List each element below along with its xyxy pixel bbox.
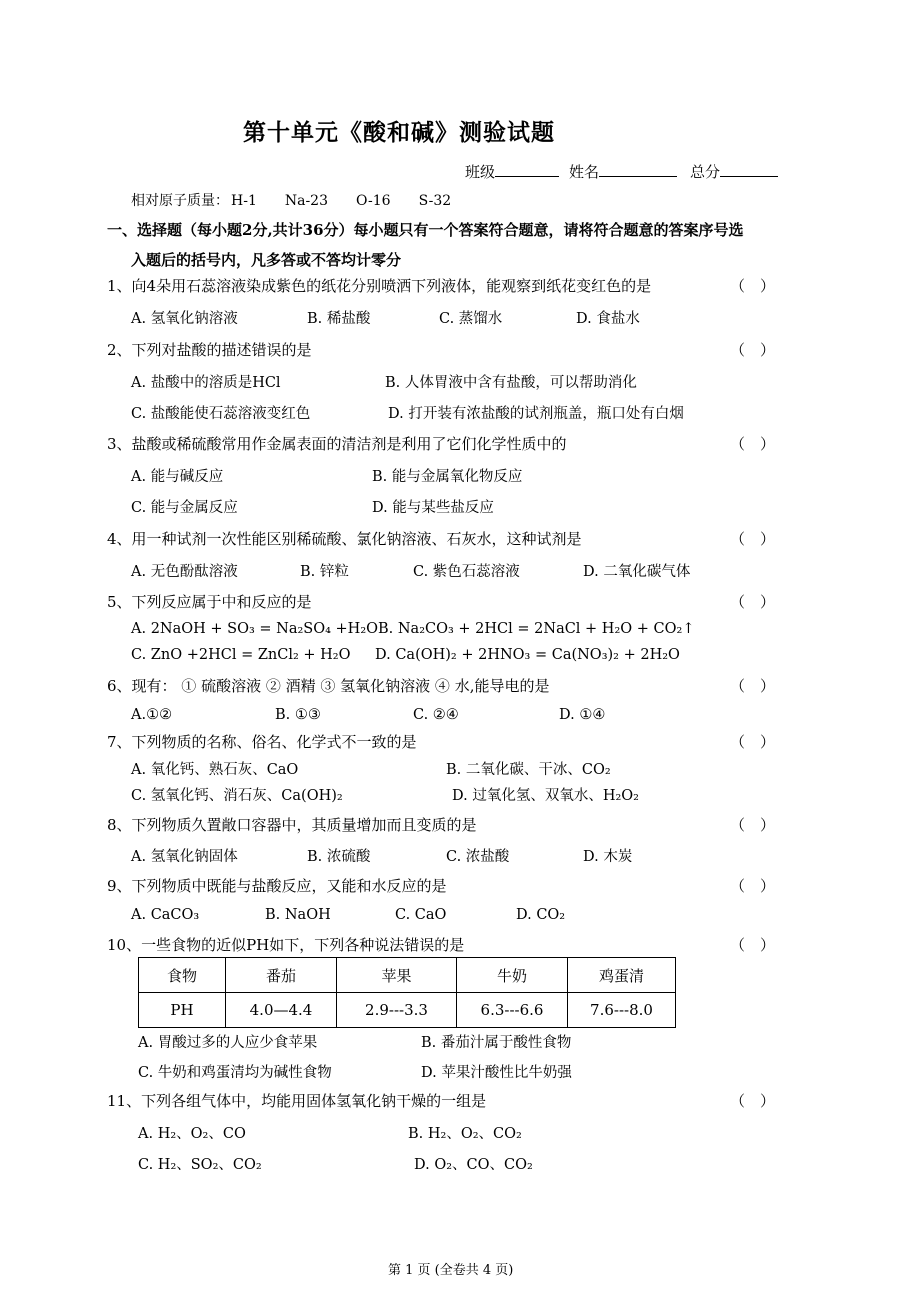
option: A. CaCO₃ — [131, 907, 200, 923]
option: D. 二氧化碳气体 — [583, 564, 691, 580]
option: B. 稀盐酸 — [307, 311, 371, 327]
table-header-row — [139, 958, 676, 993]
option: C. 盐酸能使石蕊溶液变红色 — [131, 406, 311, 422]
table-cell: 鸡蛋清 — [568, 958, 676, 993]
answer-bracket[interactable]: （ ） — [730, 936, 776, 954]
table-cell: 6.3---6.6 — [457, 993, 568, 1028]
option: D. 过氧化氢、双氧水、H₂O₂ — [452, 788, 639, 804]
option: C. H₂、SO₂、CO₂ — [138, 1157, 262, 1173]
answer-bracket[interactable]: （ ） — [730, 733, 776, 751]
table-cell: PH — [139, 993, 226, 1028]
option: A. 盐酸中的溶质是HCl — [131, 375, 281, 391]
option: B. 番茄汁属于酸性食物 — [421, 1035, 572, 1051]
name-field — [569, 160, 677, 182]
option: C. 蒸馏水 — [439, 311, 503, 327]
table-cell: 牛奶 — [457, 958, 568, 993]
class-field — [465, 160, 559, 182]
table-cell: 7.6---8.0 — [568, 993, 676, 1028]
option: A. 无色酚酞溶液 — [131, 564, 238, 580]
atomic-mass-item: S-32 — [418, 193, 452, 209]
option: D. 木炭 — [583, 849, 633, 865]
option: D. 打开装有浓盐酸的试剂瓶盖，瓶口处有白烟 — [388, 406, 684, 422]
table-cell: 番茄 — [226, 958, 337, 993]
option: A. 氢氧化钠固体 — [131, 849, 238, 865]
ph-table — [138, 957, 676, 1028]
atomic-mass-label: 相对原子质量： — [131, 193, 229, 209]
answer-bracket[interactable]: （ ） — [730, 277, 776, 295]
total-field — [690, 160, 778, 182]
option: D. CO₂ — [516, 907, 566, 923]
option: B. 锌粒 — [300, 564, 349, 580]
table-cell: 2.9---3.3 — [337, 993, 457, 1028]
total-blank[interactable] — [720, 160, 778, 177]
option: B. 人体胃液中含有盐酸，可以帮助消化 — [385, 375, 637, 391]
option: A. 胃酸过多的人应少食苹果 — [138, 1035, 318, 1051]
atomic-mass-item: Na-23 — [284, 193, 329, 209]
option: D. Ca(OH)₂ + 2HNO₃ = Ca(NO₃)₂ + 2H₂O — [375, 647, 680, 663]
option: B. ①③ — [275, 707, 321, 723]
answer-bracket[interactable]: （ ） — [730, 341, 776, 359]
option: C. CaO — [395, 907, 447, 923]
atomic-mass-line — [131, 190, 479, 210]
answer-bracket[interactable]: （ ） — [730, 593, 776, 611]
option: B. NaOH — [265, 907, 331, 923]
class-blank[interactable] — [495, 160, 559, 177]
name-blank[interactable] — [599, 160, 677, 177]
option: B. 二氧化碳、干冰、CO₂ — [446, 762, 611, 778]
class-label: 班级 — [465, 163, 496, 181]
question-11-stem: 11、下列各组气体中，均能用固体氢氧化钠干燥的一组是 — [107, 1092, 487, 1110]
table-cell: 4.0—4.4 — [226, 993, 337, 1028]
option: C. 牛奶和鸡蛋清均为碱性食物 — [138, 1065, 332, 1081]
page-title: 第十单元《酸和碱》测验试题 — [243, 119, 555, 146]
atomic-mass-item: H-1 — [231, 193, 257, 209]
table-row — [139, 993, 676, 1028]
name-label: 姓名 — [569, 163, 600, 181]
answer-bracket[interactable]: （ ） — [730, 435, 776, 453]
total-label: 总分 — [690, 163, 721, 181]
option: B. 能与金属氧化物反应 — [372, 469, 523, 485]
option: C. 氢氧化钙、消石灰、Ca(OH)₂ — [131, 788, 343, 804]
question-2-stem: 2、下列对盐酸的描述错误的是 — [107, 341, 312, 359]
question-9-stem: 9、下列物质中既能与盐酸反应，又能和水反应的是 — [107, 877, 447, 895]
option: C. ZnO +2HCl = ZnCl₂ + H₂O — [131, 647, 351, 663]
answer-bracket[interactable]: （ ） — [730, 877, 776, 895]
option: D. ①④ — [559, 707, 606, 723]
question-5-stem: 5、下列反应属于中和反应的是 — [107, 593, 312, 611]
option: A. 氢氧化钠溶液 — [131, 311, 238, 327]
option: B. H₂、O₂、CO₂ — [408, 1126, 522, 1142]
section-heading-line2: 入题后的括号内，凡多答或不答均计零分 — [131, 251, 402, 269]
atomic-mass-item: O-16 — [356, 193, 391, 209]
option: C. 紫色石蕊溶液 — [413, 564, 520, 580]
option: B. Na₂CO₃ + 2HCl = 2NaCl + H₂O + CO₂↑ — [378, 621, 695, 637]
option: D. O₂、CO、CO₂ — [414, 1157, 533, 1173]
option: A. 能与碱反应 — [131, 469, 224, 485]
option: A. 2NaOH + SO₃ = Na₂SO₄ +H₂O — [131, 621, 379, 637]
answer-bracket[interactable]: （ ） — [730, 677, 776, 695]
option: B. 浓硫酸 — [307, 849, 371, 865]
option: D. 苹果汁酸性比牛奶强 — [421, 1065, 572, 1081]
option: C. 浓盐酸 — [446, 849, 510, 865]
option: A. 氧化钙、熟石灰、CaO — [131, 762, 299, 778]
question-4-stem: 4、用一种试剂一次性能区别稀硫酸、氯化钠溶液、石灰水，这种试剂是 — [107, 530, 582, 548]
table-cell: 食物 — [139, 958, 226, 993]
answer-bracket[interactable]: （ ） — [730, 1092, 776, 1110]
question-7-stem: 7、下列物质的名称、俗名、化学式不一致的是 — [107, 733, 417, 751]
section-heading-line1: 一、选择题（每小题2分,共计36分）每小题只有一个答案符合题意，请将符合题意的答案序号选 — [107, 221, 744, 239]
option: D. 食盐水 — [576, 311, 640, 327]
question-3-stem: 3、盐酸或稀硫酸常用作金属表面的清洁剂是利用了它们化学性质中的 — [107, 435, 567, 453]
question-6-stem: 6、现有： ① 硫酸溶液 ② 酒精 ③ 氢氧化钠溶液 ④ 水,能导电的是 — [107, 677, 550, 695]
question-1-stem: 1、向4朵用石蕊溶液染成紫色的纸花分别喷洒下列液体，能观察到纸花变红色的是 — [107, 277, 652, 295]
answer-bracket[interactable]: （ ） — [730, 816, 776, 834]
option: C. 能与金属反应 — [131, 500, 238, 516]
table-cell: 苹果 — [337, 958, 457, 993]
answer-bracket[interactable]: （ ） — [730, 530, 776, 548]
option: A. H₂、O₂、CO — [138, 1126, 246, 1142]
question-8-stem: 8、下列物质久置敞口容器中，其质量增加而且变质的是 — [107, 816, 477, 834]
option: D. 能与某些盐反应 — [372, 500, 494, 516]
question-10-stem: 10、一些食物的近似PH如下，下列各种说法错误的是 — [107, 936, 465, 954]
option: C. ②④ — [413, 707, 459, 723]
page-footer: 第 1 页 (全卷共 4 页) — [388, 1263, 514, 1278]
option: A.①② — [131, 707, 173, 723]
